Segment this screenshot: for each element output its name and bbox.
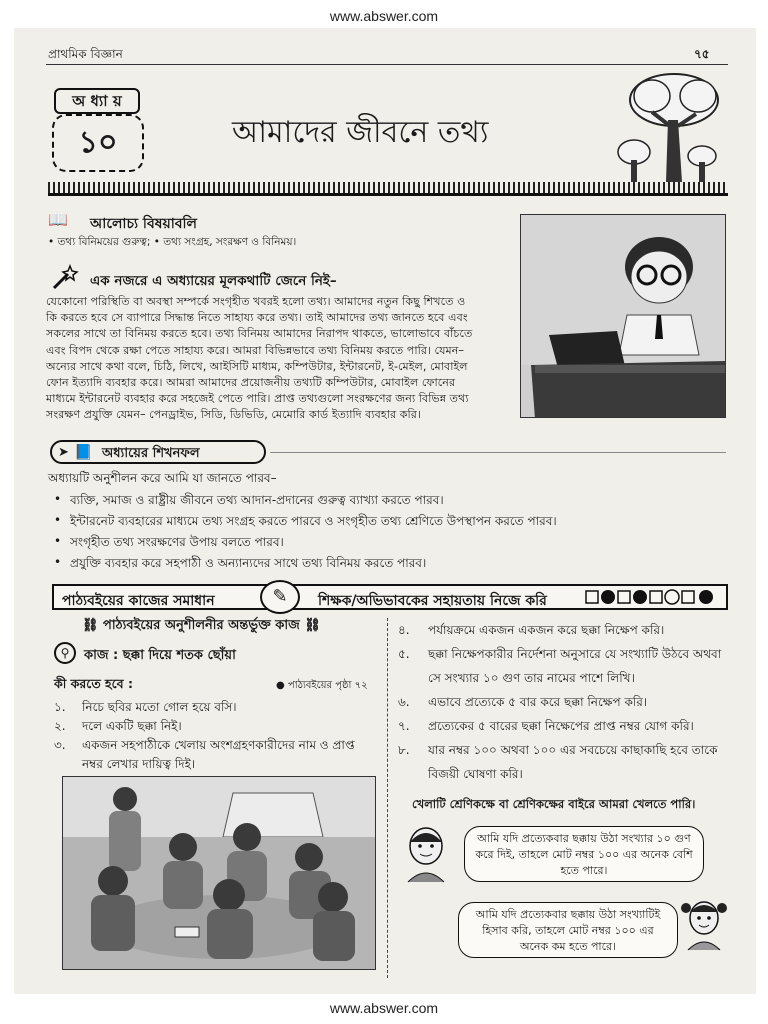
page-number: ৭৫ [694, 47, 710, 61]
girl-face-icon [680, 896, 728, 952]
outcomes-list [70, 492, 730, 576]
step-text: পর্যায়ক্রমে একজন একজন করে ছক্কা নিক্ষেপ করি। [428, 623, 665, 637]
topics-heading: আলোচ্য বিষয়াবলি [90, 216, 197, 232]
book-name: প্রাথমিক বিজ্ঞান [48, 47, 123, 61]
site-url-bottom[interactable]: www.abswer.com [329, 1000, 439, 1016]
page-ref: ● পাঠ্যবইয়ের পৃষ্ঠা ৭২ [276, 680, 368, 691]
outcome-item: • প্রযুক্তি ব্যবহার করে সহপাঠী ও অন্যান্যদের সাথে তথ্য বিনিময় করতে পারব। [70, 555, 730, 576]
chapter-title: আমাদের জীবনে তথ্য [232, 115, 489, 150]
step-row [398, 618, 728, 642]
steps-right [398, 618, 728, 786]
boy-laptop-illustration [520, 214, 726, 418]
magnifier-icon: ⚲ [54, 642, 76, 664]
step-text: নিচে ছবির মতো গোল হয়ে বসি। [82, 700, 237, 714]
outcomes-rule [270, 452, 726, 453]
overview-line: অন্যের সাথে কথা বলে, চিঠি, লিখে, আইসিটি মাধ্যম, কম্পিউটার, ইন্টারনেট, ই-মেইল, মোবাইল [46, 359, 468, 373]
step-text: দলে একটি ছক্কা নিই। [82, 719, 182, 733]
self-practice-label: শিক্ষক/অভিভাবকের সহায়তায় নিজে করি [318, 593, 547, 609]
step-number: ৮. [398, 743, 410, 757]
step-text: এভাবে প্রত্যেকে ৫ বার করে ছক্কা নিক্ষেপ করি। [428, 695, 648, 709]
practice-heading [82, 616, 321, 637]
pencil-icon: ✎ [260, 580, 300, 614]
step-text: ছক্কা নিক্ষেপকারীর নির্দেশনা অনুসারে যে সংখ্যাটি উঠবে অথবা সে সংখ্যার ১০ গুণ তার নামের পাশে লিখি। [428, 647, 722, 685]
overview-text [46, 294, 516, 424]
step-row [54, 698, 376, 717]
overview-line: ফোন ইত্যাদি ব্যবহার করে। আমরা আমাদের প্রয়োজনীয় তথ্যটি কম্পিউটার, মোবাইল ফোনের [46, 376, 456, 390]
step-row [398, 738, 728, 786]
column-divider [387, 618, 388, 978]
chapter-number: ১০ [52, 114, 144, 172]
outcome-item: • সংগৃহীত তথ্য সংরক্ষণের উপায় বলতে পারব। [70, 534, 730, 555]
step-text: প্রত্যেকের ৫ বারের ছক্কা নিক্ষেপের প্রাপ্ত নম্বর যোগ করি। [428, 719, 694, 733]
step-row [54, 736, 376, 774]
step-number: ৪. [398, 623, 410, 637]
trees-illustration [612, 70, 732, 188]
boy-face-icon [402, 824, 450, 884]
site-url-top[interactable]: www.abswer.com [329, 8, 439, 24]
step-number: ১. [54, 700, 66, 714]
speech-bubble-2: আমি যদি প্রত্যেকবার ছক্কায় উঠা সংখ্যাটিই হিসাব করি, তাহলে মোট নম্বর ১০০ এর অনেক কম হতে পারে। [458, 902, 678, 958]
overview-line: সকলের সাথে তা বিনিময় করতে হবে। তথ্য বিনিময় আমাদের নিরাপদ থাকতে, ভালোভাবে বাঁচতে [46, 327, 473, 341]
overview-heading: এক নজরে এ অধ্যায়ের মূলকথাটি জেনে নিই– [90, 273, 337, 289]
practice-heading-text: পাঠ্যবইয়ের অনুশীলনীর অন্তর্ভুক্ত কাজ [103, 618, 300, 633]
overview-line: সংরক্ষণ প্রযুক্তি যেমন– পেনড্রাইভ, সিডি, ডিভিডি, মেমোরি কার্ড ইত্যাদি ব্যবহার করি। [46, 408, 421, 422]
step-number: ৫. [398, 647, 410, 661]
page-ref-text: পাঠ্যবইয়ের পৃষ্ঠা ৭২ [287, 680, 368, 691]
step-number: ৭. [398, 719, 410, 733]
outcomes-badge [50, 440, 266, 464]
link-icon: ⛓ [299, 618, 321, 633]
step-number: ৩. [54, 738, 66, 752]
topics-list: • তথ্য বিনিময়ের গুরুত্ব; • তথ্য সংগ্রহ, সংরক্ষণ ও বিনিময়। [48, 236, 297, 248]
task-title: কাজ : ছক্কা দিয়ে শতক ছোঁয়া [84, 648, 236, 663]
grass-divider [48, 182, 728, 196]
step-number: ২. [54, 719, 66, 733]
outcome-item: • ইন্টারনেট ব্যবহারের মাধ্যমে তথ্য সংগ্রহ করতে পারবে ও সংগৃহীত তথ্য শ্রেণিতে উপস্থাপন করতে পারব। [70, 513, 730, 534]
play-note: খেলাটি শ্রেণিকক্ষে বা শ্রেণিকক্ষের বাইরে আমরা খেলতে পারি। [412, 797, 696, 811]
overview-line: এবং বিপদ থেকে রক্ষা পেতে সাহায্য করে। আমরা বিভিন্নভাবে তথ্য বিনিময় করতে পারি। যেমন– [46, 343, 465, 357]
outcome-item: • ব্যক্তি, সমাজ ও রাষ্ট্রীয় জীবনে তথ্য আদান-প্রদানের গুরুত্ব ব্যাখ্যা করতে পারব। [70, 492, 730, 513]
chapter-label: অ ধ্যা য় [54, 88, 140, 114]
what-to-do: কী করতে হবে : [54, 676, 133, 691]
section-bar [52, 584, 728, 610]
step-row [54, 717, 376, 736]
chapter-box [46, 88, 146, 180]
outcomes-heading: অধ্যায়ের শিখনফল [102, 446, 200, 461]
speech-bubble-1: আমি যদি প্রত্যেকবার ছক্কায় উঠা সংখ্যার ১০ গুণ করে দিই, তাহলে মোট নম্বর ১০০ এর অনেক বেশি হতে পারে। [464, 826, 704, 882]
overview-line: যেকোনো পরিস্থিতি বা অবস্থা সম্পর্কে সংগৃহীত খবরই হলো তথ্য। আমাদের নতুন কিছু শিখতে ও [46, 295, 466, 308]
book-icon: 📖 [48, 210, 68, 229]
overview-line: কি করতে হবে সে ব্যাপারে সিদ্ধান্ত নিতে সাহায্য করে তথ্য। তাই আমাদের তথ্য জানতে হবে এবং [46, 311, 468, 325]
steps-left [54, 698, 376, 774]
step-row [398, 642, 728, 690]
header-rule [46, 64, 728, 65]
textbook-solution-label: পাঠ্যবইয়ের কাজের সমাধান [62, 593, 215, 609]
overview-line: মাধ্যমে ইন্টারনেট ব্যবহার করে সহজেই পেতে পারি। প্রাপ্ত তথ্যগুলো সংরক্ষণের জন্য বিভিন্ন তথ্য [46, 392, 469, 406]
step-text: একজন সহপাঠীকে খেলায় অংশগ্রহণকারীদের নাম ও প্রাপ্ত নম্বর লেখার দায়িত্ব দিই। [82, 738, 355, 771]
magic-wand-icon [50, 264, 80, 290]
arrow-icon: ➤ [58, 445, 69, 460]
step-number: ৬. [398, 695, 410, 709]
step-row [398, 714, 728, 738]
step-text: যার নম্বর ১০০ অথবা ১০০ এর সবচেয়ে কাছাকাছি হবে তাকে বিজয়ী ঘোষণা করি। [428, 743, 718, 781]
children-circle-illustration [62, 776, 376, 970]
book-circle-icon: 📘 [74, 443, 93, 461]
link-icon: ⛓ [82, 618, 104, 633]
outcomes-intro: অধ্যায়টি অনুশীলন করে আমি যা জানতে পারব– [48, 471, 277, 485]
activity-icons [584, 589, 724, 607]
step-row [398, 690, 728, 714]
